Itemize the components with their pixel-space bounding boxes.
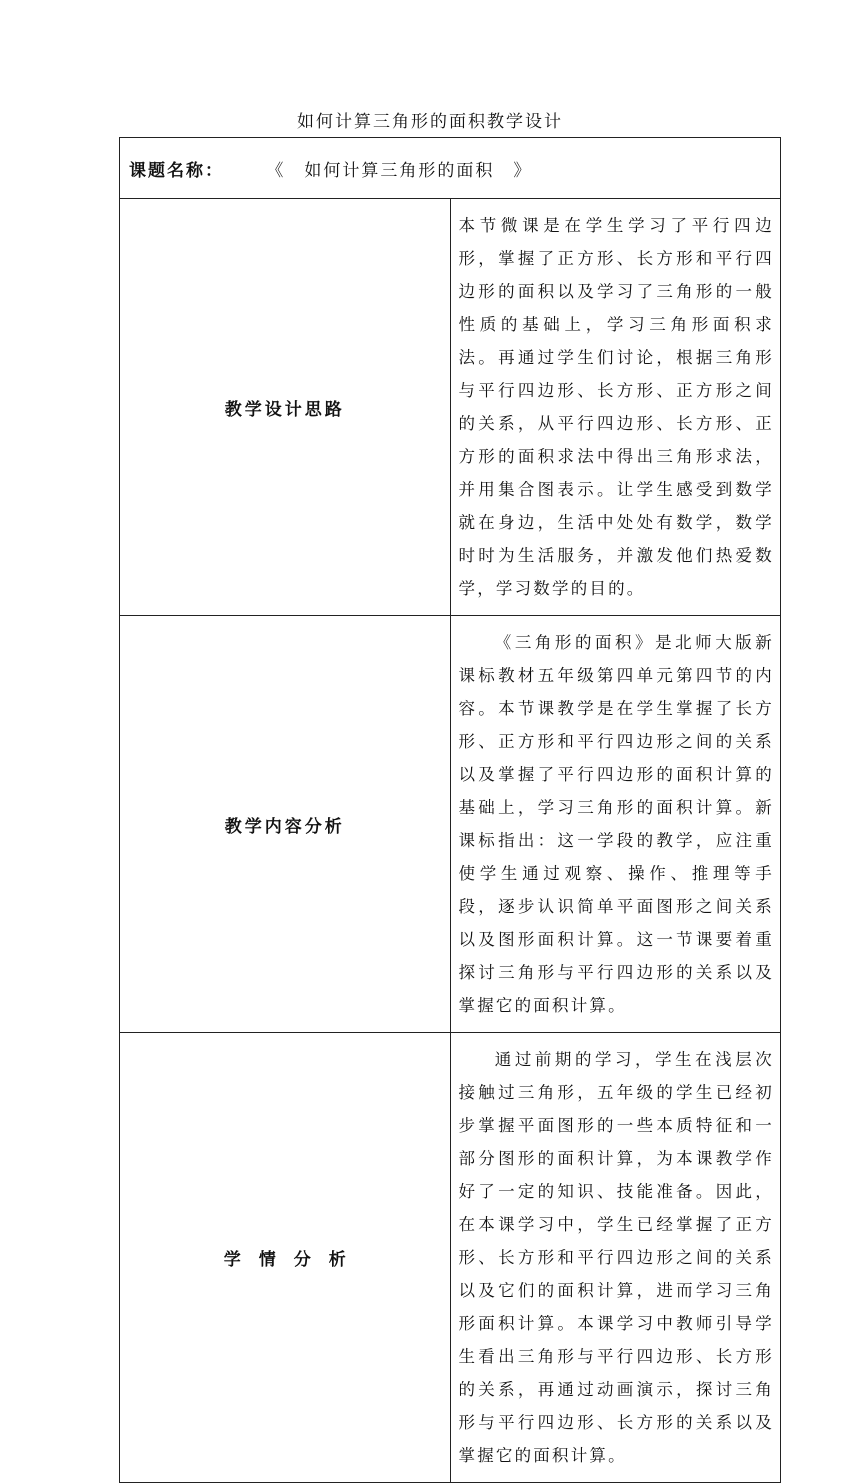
topic-value: 《 如何计算三角形的面积 》 bbox=[266, 160, 533, 181]
row-content-learner-analysis: 通过前期的学习，学生在浅层次接触过三角形，五年级的学生已经初步掌握平面图形的一些本质特征和一部分图形的面积计算，为本课教学作好了一定的知识、技能准备。因此，在本课学习中，学生已经掌握了正方形、长方形和平行四边形之间的关系以及它们的面积计算，进而学习三角形面积计算。本课学习中教师引导学生看出三角形与平行四边形、长方形的关系，再通过动画演示，探讨三角形与平行四边形、长方形的关系以及掌握它的面积计算。 bbox=[450, 1033, 781, 1483]
topic-cell bbox=[120, 138, 781, 199]
table-header-row bbox=[120, 138, 781, 199]
row-content-design-idea: 本节微课是在学生学习了平行四边形，掌握了正方形、长方形和平行四边形的面积以及学习了三角形的一般性质的基础上，学习三角形面积求法。再通过学生们讨论，根据三角形与平行四边形、长方形、正方形之间的关系，从平行四边形、长方形、正方形的面积求法中得出三角形求法，并用集合图表示。让学生感受到数学就在身边，生活中处处有数学，数学时时为生活服务，并激发他们热爱数学，学习数学的目的。 bbox=[450, 199, 781, 616]
row-label-design-idea: 教学设计思路 bbox=[120, 199, 451, 616]
row-label-content-analysis: 教学内容分析 bbox=[120, 616, 451, 1033]
topic-label: 课题名称： bbox=[129, 160, 224, 181]
row-content-content-analysis: 《三角形的面积》是北师大版新课标教材五年级第四单元第四节的内容。本节课教学是在学生掌握了长方形、正方形和平行四边形之间的关系以及掌握了平行四边形的面积计算的基础上，学习三角形的面积计算。新课标指出：这一学段的教学，应注重使学生通过观察、操作、推理等手段，逐步认识简单平面图形之间关系以及图形面积计算。这一节课要着重探讨三角形与平行四边形的关系以及掌握它的面积计算。 bbox=[450, 616, 781, 1033]
document-title: 如何计算三角形的面积教学设计 bbox=[297, 112, 563, 132]
table-row bbox=[120, 616, 781, 1033]
table-row bbox=[120, 199, 781, 616]
table-row bbox=[120, 1033, 781, 1483]
row-label-learner-analysis: 学情分析 bbox=[120, 1033, 451, 1483]
lesson-plan-table bbox=[119, 137, 781, 1483]
